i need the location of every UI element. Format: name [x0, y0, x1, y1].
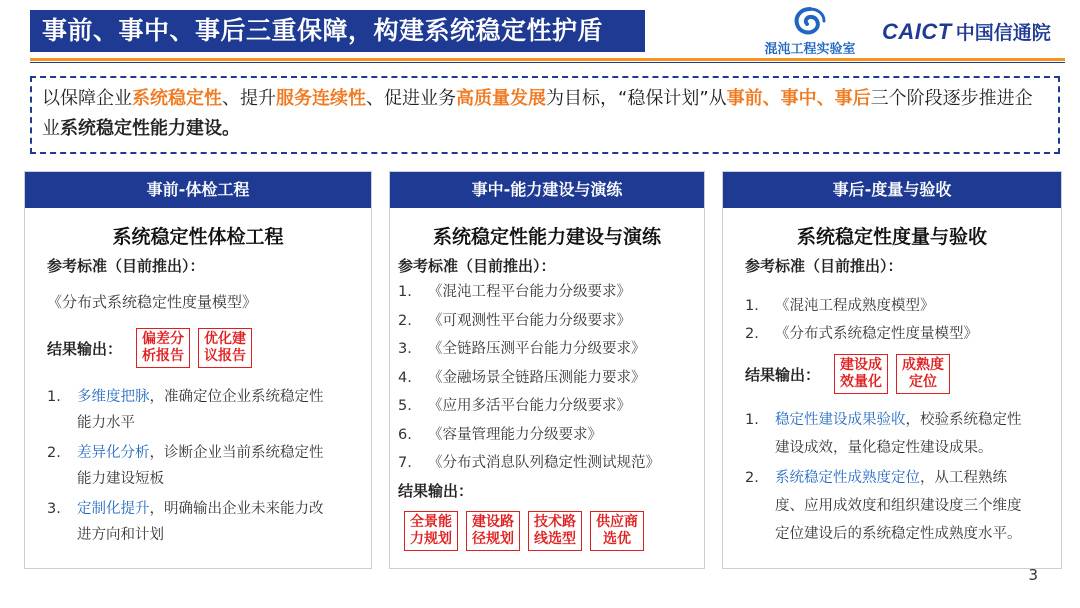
page-number: 3	[1028, 566, 1038, 584]
output-tag: 供应商 选优	[590, 511, 644, 551]
column-pre-event	[24, 171, 372, 569]
column-title: 系统稳定性度量与验收	[796, 226, 987, 248]
column-post-event	[722, 171, 1062, 569]
column-header: 事后-度量与验收	[723, 172, 1061, 208]
intro-text: 、促进业务	[366, 88, 456, 109]
column-title: 系统稳定性体检工程	[112, 226, 284, 248]
reference-item: 7. 《分布式消息队列稳定性测试规范》	[398, 455, 660, 471]
column-header: 事中-能力建设与演练	[390, 172, 704, 208]
output-row	[47, 328, 371, 368]
slide-title: 事前、事中、事后三重保障，构建系统稳定性护盾	[30, 10, 645, 52]
intro-highlight: 系统稳定性	[132, 88, 222, 109]
intro-highlight: 高质量发展	[456, 88, 546, 109]
reference-item: 6. 《容量管理能力分级要求》	[398, 426, 602, 443]
column-title: 系统稳定性能力建设与演练	[432, 226, 661, 248]
reference-label: 参考标准（目前推出）：	[398, 257, 556, 275]
intro-box	[30, 76, 1060, 154]
output-row	[745, 354, 1061, 394]
intro-text: 以保障企业	[42, 88, 132, 109]
column-header: 事前-体检工程	[25, 172, 371, 208]
reference-item: 4. 《金融场景全链路压测能力要求》	[398, 369, 646, 386]
output-tag: 建设路 径规划	[466, 511, 520, 551]
output-tag: 建设成 效量化	[834, 354, 888, 394]
intro-highlight: 服务连续性	[276, 88, 366, 109]
reference-list	[398, 278, 698, 478]
header-divider-orange	[30, 58, 1065, 61]
reference-item: 1. 《混沌工程成熟度模型》	[745, 298, 935, 314]
output-tag: 优化建 议报告	[198, 328, 252, 368]
reference-item: 3. 《全链路压测平台能力分级要求》	[398, 341, 646, 357]
header-divider-blue	[30, 62, 1065, 63]
caict-logo-cn: 中国信通院	[955, 22, 1051, 44]
caict-logo	[882, 18, 1051, 45]
reference-list	[745, 292, 1051, 348]
reference-item: 2. 《分布式系统稳定性度量模型》	[745, 326, 978, 342]
intro-text: 为目标，“稳保计划”从	[546, 88, 727, 109]
list-item: 1. 多维度把脉，准确定位企业系统稳定性 能力水平	[47, 389, 324, 431]
caict-logo-en: CAICT	[882, 19, 952, 44]
list-item: 2. 差异化分析，诊断企业当前系统稳定性 能力建设短板	[47, 445, 324, 487]
list-item: 2. 系统稳定性成熟度定位，从工程熟练 度、应用成效度和组织建设度三个维度 定位建设后的系统稳定性成熟度水平。	[745, 470, 1022, 542]
output-tag: 全景能 力规划	[404, 511, 458, 551]
reference-label: 参考标准（目前推出）：	[745, 257, 903, 275]
output-label: 结果输出：	[398, 481, 474, 500]
output-tags	[404, 511, 704, 551]
reference-item: 2. 《可观测性平台能力分级要求》	[398, 312, 631, 329]
reference-item: 1. 《混沌工程平台能力分级要求》	[398, 284, 631, 300]
output-label: 结果输出：	[745, 365, 821, 384]
intro-highlight: 事前、事中、事后	[726, 88, 871, 109]
reference-item: 《分布式系统稳定性度量模型》	[47, 293, 258, 311]
swirl-icon	[791, 6, 829, 38]
hundun-lab-name: 混沌工程实验室	[764, 42, 856, 57]
output-label: 结果输出：	[47, 339, 123, 358]
intro-text: 三个阶段逐步推进企业	[42, 88, 1033, 139]
result-list	[745, 406, 1051, 548]
output-tag: 技术路 线选型	[528, 511, 582, 551]
column-in-event	[389, 171, 705, 569]
list-item: 1. 稳定性建设成果验收，校验系统稳定性 建设成效，量化稳定性建设成果。	[745, 412, 1022, 456]
output-tag: 偏差分 析报告	[136, 328, 190, 368]
reference-label: 参考标准（目前推出）：	[47, 257, 205, 275]
intro-bold: 系统稳定性能力建设。	[60, 118, 240, 139]
list-item: 3. 定制化提升，明确输出企业未来能力改 进方向和计划	[47, 501, 324, 543]
output-tag: 成熟度 定位	[896, 354, 950, 394]
result-list	[47, 384, 357, 548]
intro-text: 、提升	[222, 88, 276, 109]
hundun-lab-logo	[755, 6, 865, 60]
reference-item: 5. 《应用多活平台能力分级要求》	[398, 398, 631, 414]
